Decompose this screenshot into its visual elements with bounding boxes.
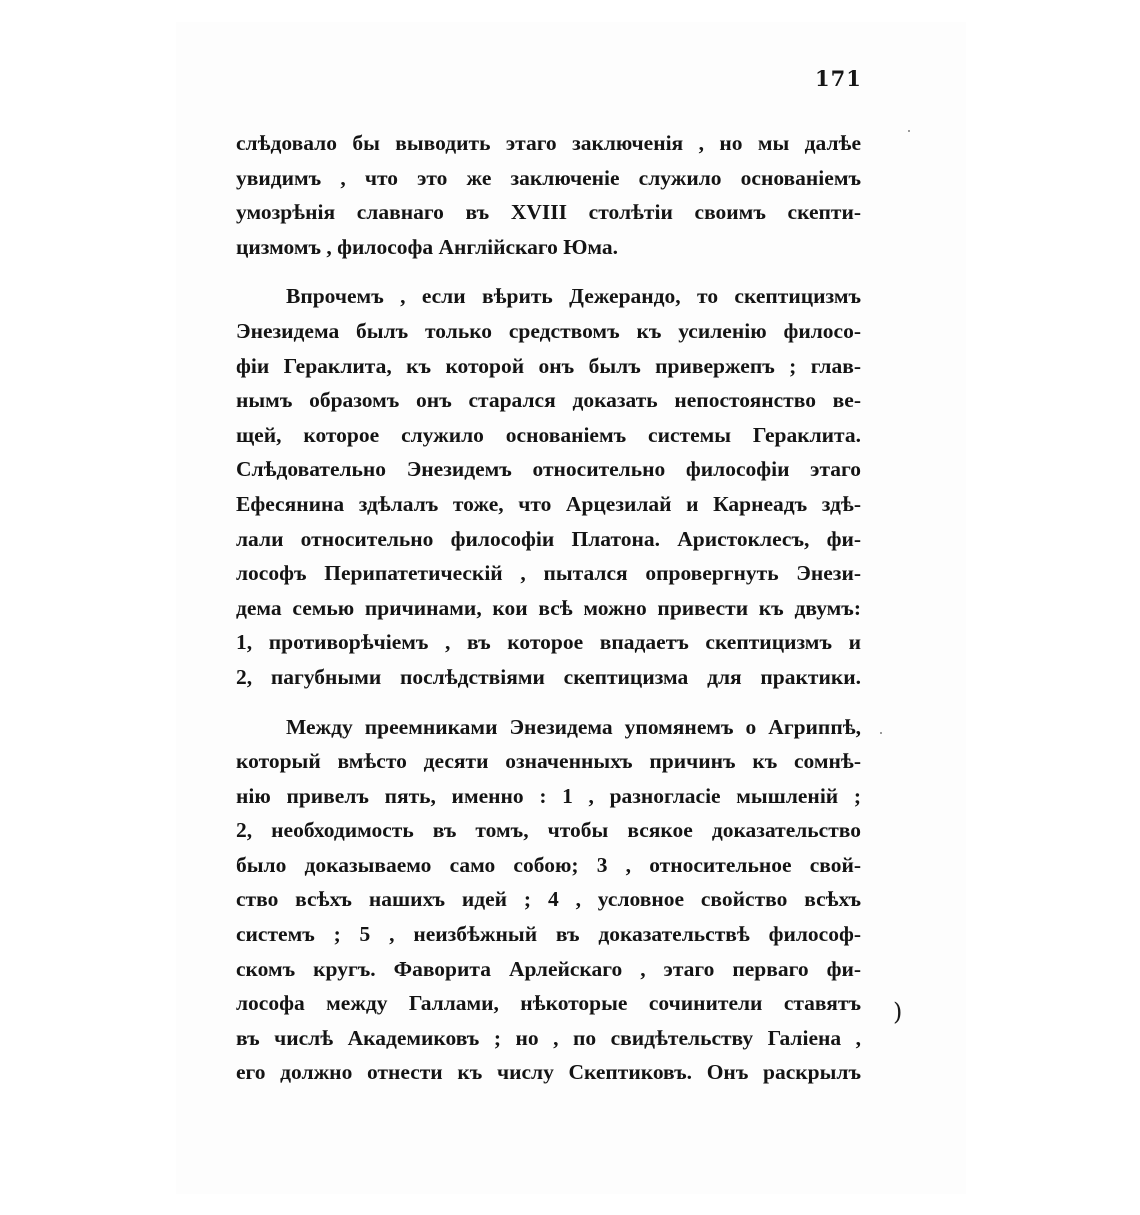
text-line: 2, необходимость въ томъ, чтобы всякое доказательство	[236, 818, 861, 843]
text-line: ство всѣхъ нашихъ идей ; 4 , условное свойство всѣхъ	[236, 887, 861, 912]
margin-mark: )	[893, 998, 903, 1026]
text-line: было доказываемо само собою; 3 , относительное свой-	[236, 852, 861, 877]
text-line: умозрѣнія славнаго въ XVIII столѣтіи своимъ скепти-	[236, 200, 861, 225]
text-line: системъ ; 5 , неизбѣжный въ доказательствѣ философ-	[236, 922, 861, 947]
text-line: лософа между Галлами, нѣкоторые сочинители ставятъ	[236, 991, 861, 1016]
paragraph-gap	[236, 264, 861, 279]
text-line: нымъ образомъ онъ старался доказать непостоянство ве-	[236, 388, 861, 413]
text-line: его должно отнести къ числу Скептиковъ. Онъ раскрылъ	[236, 1060, 861, 1085]
text-line: Энезидема былъ только средствомъ къ усиленію филосо-	[236, 318, 861, 343]
text-line: который вмѣсто десяти означенныхъ причинъ къ сомнѣ-	[236, 749, 861, 774]
text-line: щей, которое служило основаніемъ системы Гераклита.	[236, 422, 861, 447]
text-line: увидимъ , что это же заключеніе служило основаніемъ	[236, 165, 861, 190]
text-line: лософъ Перипатетическій , пытался опровергнуть Энези-	[236, 561, 861, 586]
text-line: Ефесянина здѣлалъ тоже, что Арцезилай и Карнеадъ здѣ-	[236, 491, 861, 516]
text-line: фіи Гераклита, къ которой онъ былъ привержепъ ; глав-	[236, 353, 861, 378]
text-line: скомъ кругъ. Фаворита Арлейскаго , этаго перваго фи-	[236, 956, 861, 981]
text-line: Впрочемъ , если вѣрить Дежерандо, то скептицизмъ	[286, 284, 861, 309]
text-line: 2, пагубными послѣдствіями скептицизма для практики.	[236, 664, 861, 689]
text-line: въ числѣ Академиковъ ; но , по свидѣтельству Галіена ,	[236, 1025, 861, 1050]
paragraph-2	[236, 279, 861, 694]
text-line: 1, противорѣчіемъ , въ которое впадаетъ скептицизмъ и	[236, 630, 861, 655]
paragraph-gap	[236, 695, 861, 710]
page-number: 171	[815, 66, 862, 91]
text-line: Слѣдовательно Энезидемъ относительно философіи этаго	[236, 457, 861, 482]
paragraph-1	[236, 126, 861, 264]
text-line: нію привелъ пять, именно : 1 , разногласіе мышленій ;	[236, 783, 861, 808]
body-text	[236, 126, 861, 1090]
paragraph-3	[236, 710, 861, 1091]
text-line: лали относительно философіи Платона. Аристоклесъ, фи-	[236, 526, 861, 551]
text-line: Между преемниками Энезидема упомянемъ о Агриппѣ,	[286, 714, 861, 739]
scan-speck	[908, 130, 910, 132]
scan-speck	[880, 732, 882, 734]
text-line: слѣдовало бы выводить этаго заключенія , но мы далѣе	[236, 131, 861, 155]
text-line: цизмомъ , философа Англійскаго Юма.	[236, 234, 619, 259]
text-line: дема семью причинами, кои всѣ можно привести къ двумъ:	[236, 595, 861, 620]
